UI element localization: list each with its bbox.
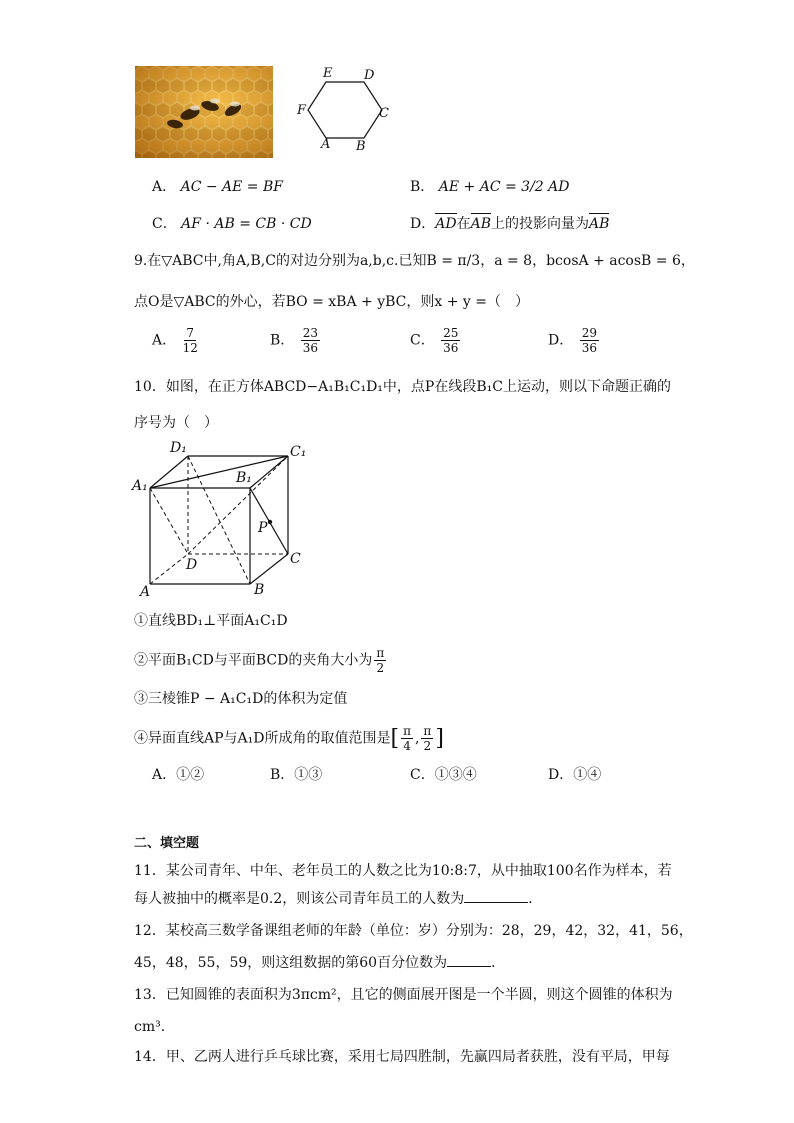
q9-option-a: [152, 326, 200, 355]
option-text: ①③: [294, 767, 323, 783]
option-letter: D．: [410, 216, 436, 232]
range-upper: $\frac{\pi}{2}$: [423, 724, 432, 753]
option-text: 在: [456, 216, 471, 232]
q8-option-b: [410, 176, 569, 196]
cube-label-d: D: [186, 557, 198, 573]
vector-ad: AD: [435, 216, 457, 232]
q10-option-b: [270, 764, 322, 784]
option-text: ①③④: [434, 767, 477, 783]
q9-option-b: [270, 326, 322, 355]
honeycomb-illustration: [135, 66, 273, 158]
answer-blank[interactable]: [464, 890, 528, 903]
q11-line-1: 11．某公司青年、中年、老年员工的人数之比为10:8:7，从中抽取100名作为样本，若: [134, 863, 672, 879]
cube-diagram: [130, 436, 320, 600]
cube-label-b1: B₁: [236, 470, 252, 486]
q10-statement-3: ③三棱锥P − A₁C₁D的体积为定值: [134, 691, 348, 707]
option-text: 上的投影向量为: [490, 216, 589, 232]
option-letter: B．: [270, 767, 295, 783]
hexagon-label-e: E: [323, 66, 333, 81]
q9-option-c: [410, 326, 462, 355]
option-text: ①④: [573, 767, 602, 783]
q9-line-2: 点O是▽ABC的外心，若BO = xBA + yBC，则x + y =（ ）: [134, 294, 529, 310]
q10-option-a: [152, 764, 204, 784]
cube-label-c1: C₁: [290, 444, 307, 460]
q10-option-d: [548, 764, 601, 784]
point-p: [268, 520, 272, 524]
q8-option-c: [152, 213, 312, 233]
hexagon-label-c: C: [379, 106, 389, 121]
statement-text: ④异面直线AP与A₁D所成角的取值范围是: [134, 730, 391, 747]
option-letter: B．: [410, 179, 435, 195]
q10-statement-4: ④异面直线AP与A₁D所成角的取值范围是[ $\frac{\pi}{4}$ , $\frac{\pi}{2}$ ]: [134, 724, 444, 753]
q12-line-1: 12．某校高三数学备课组老师的年龄（单位：岁）分别为：28，29，42，32，41，56，: [134, 923, 693, 939]
q10-statement-2: [134, 646, 388, 675]
option-fraction: $\frac{23}{36}$: [302, 326, 319, 355]
hexagon-label-f: F: [297, 103, 307, 118]
option-fraction: $\frac{25}{36}$: [443, 326, 459, 355]
q9-line-1: 9.在▽ABC中,角A,B,C的对边分别为a,b,c.已知B = π/3，a = 8，bcosA + acosB = 6，: [134, 253, 695, 269]
cube-label-d1: D₁: [170, 440, 187, 456]
cube-label-a1: A₁: [132, 478, 148, 494]
option-letter: B．: [270, 332, 295, 349]
vector-ab: AB: [470, 216, 491, 232]
option-letter: C．: [152, 216, 177, 232]
statement-fraction: $\frac{\pi}{2}$: [376, 646, 385, 675]
q11-line-2: [134, 888, 542, 908]
option-letter: A．: [152, 767, 177, 783]
statement-text: ②平面B₁CD与平面BCD的夹角大小为: [134, 652, 373, 669]
hexagon-label-d: D: [364, 68, 375, 83]
cube-label-b: B: [254, 582, 265, 598]
option-fraction: $\frac{7}{12}$: [182, 326, 198, 355]
question-text: 每人被抽中的概率是0.2，则该公司青年员工的人数为: [134, 891, 465, 907]
q10-option-c: [410, 764, 477, 784]
honeycomb-bees-image: [135, 66, 273, 158]
hexagon-label-b: B: [356, 139, 366, 154]
cube-label-p: P: [258, 520, 268, 536]
hexagon-label-a: A: [321, 137, 331, 152]
hexagon-diagram: [292, 62, 402, 158]
section-title: 二、填空题: [134, 836, 200, 851]
option-text: AE + AC = 3/2 AD: [438, 179, 570, 195]
option-letter: A．: [152, 332, 177, 349]
question-text: 45，48，55，59，则这组数据的第60百分位数为: [134, 955, 448, 971]
option-text: ①②: [176, 767, 205, 783]
q8-option-d: [410, 213, 609, 233]
option-text: AF · AB = CB · CD: [181, 216, 312, 232]
q8-option-a: [152, 176, 283, 196]
vector-ab: AB: [588, 216, 610, 232]
q10-line-1: 10．如图，在正方体ABCD−A₁B₁C₁D₁中，点P在线段B₁C上运动，则以下命题正确的: [134, 379, 671, 395]
option-letter: D．: [548, 332, 574, 349]
q13-line-2: cm³．: [134, 1019, 175, 1035]
q10-statement-1: ①直线BD₁⊥平面A₁C₁D: [134, 613, 288, 629]
range-lower: $\frac{\pi}{4}$: [403, 724, 411, 753]
answer-blank[interactable]: [447, 954, 491, 967]
option-letter: A．: [152, 179, 177, 195]
cube-label-c: C: [290, 551, 301, 567]
option-letter: C．: [410, 332, 435, 349]
option-letter: D．: [548, 767, 574, 783]
q9-option-d: [548, 326, 601, 355]
q14-line-1: 14．甲、乙两人进行乒乓球比赛，采用七局四胜制，先赢四局者获胜，没有平局，甲每: [134, 1049, 670, 1065]
question-text: ．: [491, 955, 506, 971]
option-letter: C．: [410, 767, 435, 783]
q10-line-2: 序号为（ ）: [134, 415, 218, 431]
question-text: ．: [528, 891, 543, 907]
option-text: AC − AE = BF: [180, 179, 283, 195]
q13-line-1: 13．已知圆锥的表面积为3πcm²，且它的侧面展开图是一个半圆，则这个圆锥的体积为: [134, 987, 673, 1003]
cube-label-a: A: [140, 584, 151, 600]
option-fraction: $\frac{29}{36}$: [581, 326, 597, 355]
q12-line-2: [134, 952, 505, 972]
